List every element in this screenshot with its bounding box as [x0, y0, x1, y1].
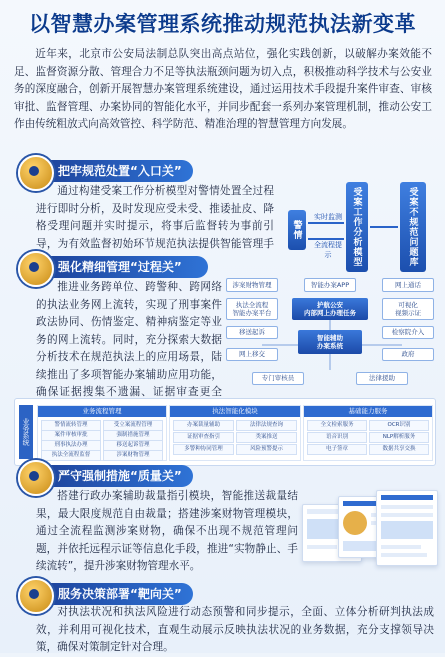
section-3-heading: 严守强制措施“质量关”	[28, 465, 193, 487]
diagram-node: 执法全流程 智能办案平台	[226, 298, 278, 320]
panel-item: 执法全流程监督	[41, 450, 101, 461]
system-architecture-diagram	[222, 278, 438, 390]
section-1-heading: 把牢规范处置“入口关”	[28, 160, 193, 182]
panel-item: 类案推送	[236, 432, 297, 443]
panel-item: 案件审核审批	[41, 430, 101, 441]
panel-item: 数据共享交换	[369, 444, 429, 455]
intro-paragraph: 近年来，北京市公安局法制总队突出高点站位，强化实践创新，以破解办案效能不足、监督资源分散、管理合力不足等执法瓶颈问题为切入点，积极推动科学技术与公安业务的深度融合，创新开展智慧办案管理系统建设，通过运用技术手段提升案件审查、审核审批、监督管理、办案协同的智能化水平，并同步配套一系列办案管理机制，推动公安工作由传统粗放式向高效管控、科学防范、精准治理的智慧管理方向发展。	[14, 48, 432, 130]
diagram-node: 可视化 视频示证	[382, 298, 434, 320]
diagram-node: 检察院介入	[382, 326, 434, 339]
panel-group-title: 业务流程管理	[38, 406, 166, 417]
diagram-node: 网上移交	[226, 348, 278, 361]
section-2-text: 推进业务跨单位、跨警种、跨网络的执法业务网上流转，实现了刑事案件政法协同、伤情鉴定、精神病鉴定等业务的网上流转。同时，充分探索大数据分析技术在规范执法上的应用场景，陆续推出了多项智能办案辅助应用功能，确保证据搜集不遗漏、证据审查更全	[36, 281, 222, 398]
panel-item: 移送起诉管理	[103, 440, 163, 451]
page-title: 以智慧办案管理系统推动规范执法新变革	[29, 12, 416, 36]
panel-item: 语音识别	[307, 432, 367, 443]
flow-box-model: 受案工作分析模型	[346, 182, 368, 272]
panel-item: 涉案财物管理	[103, 450, 163, 461]
panel-item: 警情流转管理	[41, 420, 101, 431]
section-4-text: 对执法状况和执法风险进行动态预警和同步提示，全面、立体分析研判执法成效，并利用可视化技术，直观生动展示反映执法状况的业务数据，充分支撑领导决策，确保对策制定针对合理。	[36, 606, 434, 653]
diagram-node: 法律援助	[356, 372, 408, 385]
diagram-top-core: 护航公安 内部网上办理任务	[292, 298, 368, 320]
police-badge-icon	[18, 155, 54, 191]
panel-side-label: 业务系统	[19, 405, 33, 459]
panel-group	[303, 405, 433, 461]
police-badge-icon	[18, 578, 54, 614]
panel-item: 受立案流程管理	[103, 420, 163, 431]
section-1-text: 通过构建受案工作分析模型对警情处置全过程进行即时分析，及时发现应受未受、推诿扯皮、降格受理问题并实时提示，将事后监督转为事前引导，为有效监督初始环节规范执法提供智能管理手	[36, 185, 274, 250]
section-2-heading: 强化精细管理“过程关”	[28, 256, 208, 278]
diagram-node: 移送起诉	[226, 326, 278, 339]
flow-arrow	[370, 226, 398, 228]
screen-card	[376, 490, 438, 566]
panel-group-title: 执法智能化模块	[170, 406, 300, 417]
panel-item: 风险预警提示	[236, 444, 297, 455]
flow-label-monitor: 实时监测	[314, 213, 342, 221]
police-badge-icon	[18, 460, 54, 496]
flow-box-alerts: 警情	[288, 210, 306, 250]
diagram-core: 智能辅助 办案系统	[298, 330, 362, 354]
diagram-node: 政府	[382, 348, 434, 361]
panel-item: 办案裁量辅助	[173, 420, 234, 431]
flow-arrow	[308, 222, 344, 224]
panel-item: 法律法规查询	[236, 420, 297, 431]
diagram-node: 智能办案APP	[304, 278, 356, 292]
section-3-text: 搭建行政办案辅助裁量指引模块，智能推送裁量结果，最大限度规范自由裁量；搭建涉案财物管理模块，通过全流程监测涉案财物，确保不出现不规范管理问题，并依托远程示证等信息化手段，推进“实物静止、手续流转”，提升涉案财物管理水平。	[36, 490, 298, 572]
intake-flow-diagram	[288, 178, 438, 276]
panel-item: 刑事执法办理	[41, 440, 101, 451]
business-system-panel	[14, 398, 436, 466]
panel-item: OCR识别	[369, 420, 429, 431]
dashboard-screenshots-illustration	[302, 490, 436, 570]
police-badge-icon	[18, 251, 54, 287]
panel-item: 证据审查指引	[173, 432, 234, 443]
diagram-node: 涉案财物管理	[226, 278, 278, 292]
panel-item: 电子签章	[307, 444, 367, 455]
panel-item: 全文检索服务	[307, 420, 367, 431]
panel-item: NLP解析服务	[369, 432, 429, 443]
flow-label-prompt: 全流程提示	[314, 241, 342, 259]
panel-group	[169, 405, 301, 461]
section-4-heading: 服务决策部署“靶向关”	[28, 583, 193, 605]
panel-group-title: 基础能力服务	[304, 406, 432, 417]
panel-group	[37, 405, 167, 461]
flow-box-issue-db: 受案不规范问题库	[400, 182, 426, 272]
diagram-node: 专门审核员	[252, 372, 304, 385]
panel-item: 强制措施管理	[103, 430, 163, 441]
panel-item: 多警种协同管理	[173, 444, 234, 455]
diagram-node: 网上通话	[382, 278, 434, 292]
